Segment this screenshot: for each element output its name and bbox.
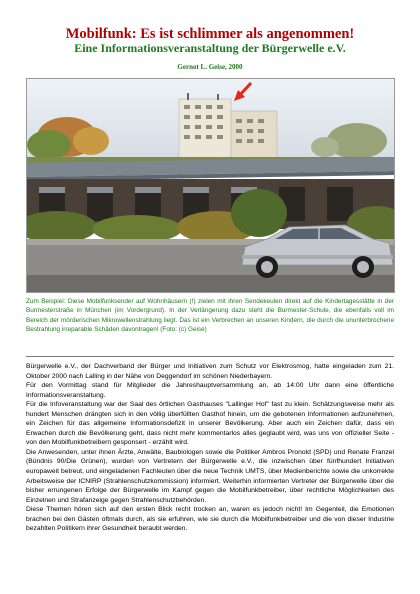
article-photo xyxy=(26,78,395,293)
article-body xyxy=(26,362,394,534)
divider xyxy=(26,356,394,357)
body-paragraph: Bürgerwelle e.V., der Dachverband der Bürger und Initiativen zum Schutz vor Elektrosmog, hatte eingeladen zum 21. Oktober 2000 nach Lalling in der Nähe von Deggendorf im schönen Niederbayern. xyxy=(26,363,394,380)
author-line: Gernot L. Geise, 2000 xyxy=(177,63,243,71)
body-paragraph: Für den Vormittag stand für Mitglieder die Jahreshauptversammlung an, ab 14:00 Uhr dann eine öffentliche Informationsveranstaltung. xyxy=(26,382,394,399)
article-subtitle: Eine Informationsveranstaltung der Bürgerwelle e.V. xyxy=(74,41,346,55)
article-title: Mobilfunk: Es ist schlimmer als angenommen! xyxy=(65,26,355,42)
body-paragraph: Für die Infoveranstaltung war der Saal des örtlichen Gasthauses "Lallinger Hof" fast zu klein. Schätzungsweise mehr als hundert Menschen drängten sich in den völlig überfüllten Gasthof hinein, um die gebotenen Informationen aufzunehmen, ein Zeichen für das allgemeine Informationsdefizit in unserer Bevölkerung. Aber auch ein Zeichen dafür, dass ein Erwachen durch die Bevölkerung geht, dass nicht mehr kommentarlos alles geglaubt wird, was uns von offizieller Seite - von den Mobilfunkbetreibern gesponsert - erzählt wird. xyxy=(26,401,394,447)
photo-illustration xyxy=(27,79,394,292)
body-paragraph: Die Anwesenden, unter ihnen Ärzte, Anwälte, Baubiologen sowie die Politiker Ambros Pronold (SPD) und Renate Franzel (Bündnis 90/Die Grünen), wurden von Vertretern der Bürgerwelle e.V., die inzwischen über fünfhundert Initiativen europaweit betreut, und eingeladenen Fachleuten über die neue Technik UMTS, über Medienberichte sowie die unkorrekte Arbeitsweise der ICNIRP (Strahlenschutzkommission) informiert. Weiterhin informierten Vertreter der Bürgerwelle über die bisher errungenen Erfolge der Bürgerwelle im Kampf gegen die Mobilfunkbetreiber, über rechtliche Möglichkeiten des Einzelnen und Strafanzeige gegen Strahlenschutzbehörden. xyxy=(26,448,394,504)
body-paragraph: Diese Themen hören sich auf den ersten Blick recht trocken an, waren es jedoch nicht! Im Gegenteil, die Emotionen brachen bei den Gästen oftmals durch, als sie erfuhren, wie sie durch die Mobilfunkbetreiber und die von dieser Industrie bezahlten Politikern ihrer Gesundheit beraubt werden. xyxy=(26,506,394,533)
photo-caption: Zum Beispiel: Diese Mobilfunksender auf Wohnhäusern (!) zielen mit ihren Sendekeulen direkt auf die Kindertagesstätte in der Burmesterstraße in München (im Vordergrund). In der Verlängerung dazu steht die Burmester-Schule, die ebenfalls voll im Bereich der mörderischen Mikrowellenstrahlung liegt. Das ist ein Verbrechen an unseren Kindern, die durch die ununterbrochene Bestrahlung irreparable Schäden davontragen! (Foto: (c) Geise) xyxy=(26,298,394,334)
